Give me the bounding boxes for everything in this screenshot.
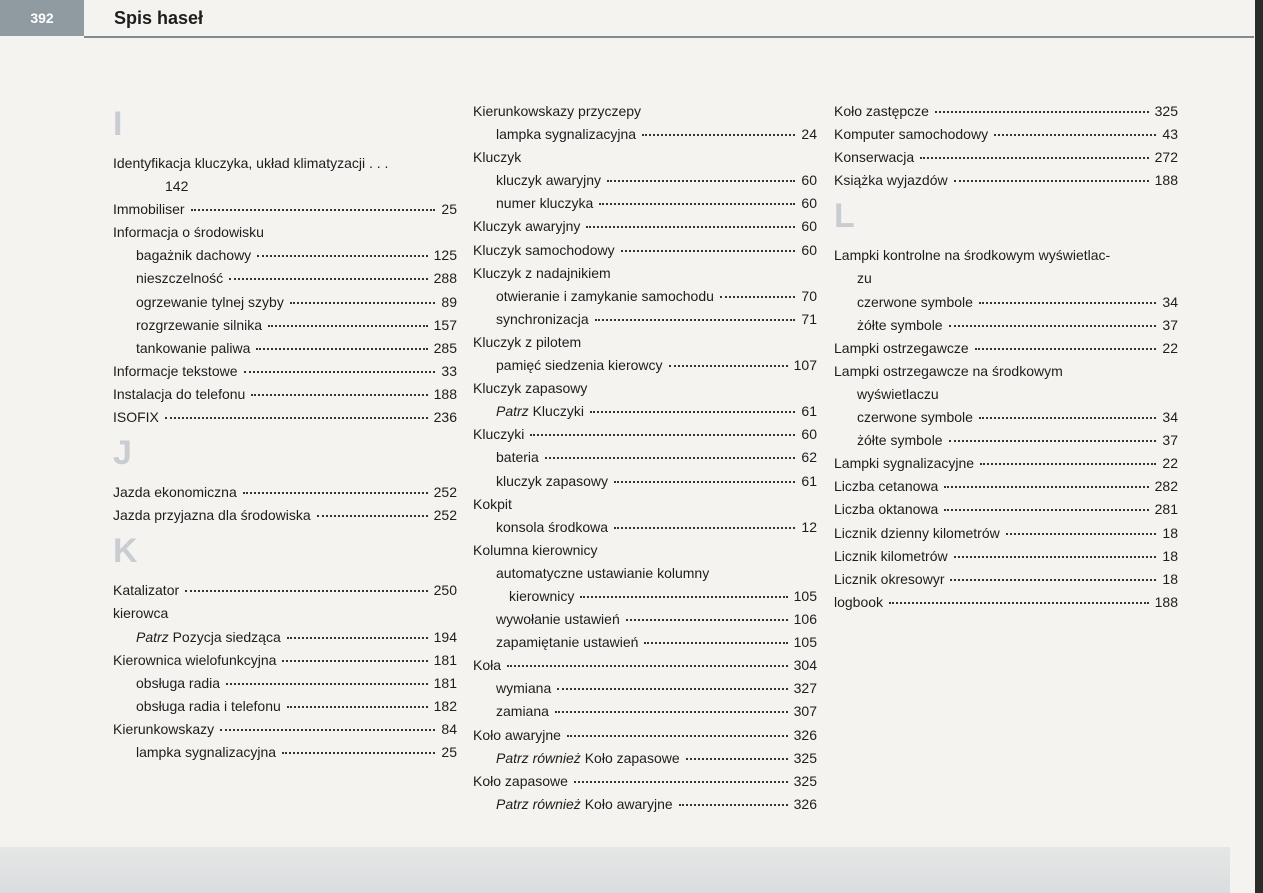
- page-ref: 107: [793, 357, 817, 374]
- page-ref: 37: [1162, 432, 1178, 449]
- page-ref: 25: [441, 201, 457, 218]
- dot-leader: [949, 325, 1157, 327]
- index-subentry: [473, 793, 817, 816]
- dot-leader: [979, 417, 1156, 419]
- index-entry: [113, 579, 457, 602]
- see-reference: Patrz również: [496, 749, 581, 766]
- page-ref: 285: [433, 339, 457, 356]
- dot-leader: [954, 556, 1157, 558]
- page-ref: 34: [1162, 409, 1178, 426]
- index-subentry: [834, 314, 1178, 337]
- index-subentry: [113, 267, 457, 290]
- entry-label: wymiana: [496, 680, 552, 697]
- index-entry: [113, 360, 457, 383]
- header-divider: [84, 36, 1254, 38]
- index-entry: [834, 337, 1178, 360]
- entry-label: Książka wyjazdów: [834, 172, 948, 189]
- page-ref: 188: [1154, 172, 1178, 189]
- index-subentry: [473, 677, 817, 700]
- dot-leader: [229, 278, 427, 280]
- entry-label: Instalacja do telefonu: [113, 385, 246, 402]
- entry-label: numer kluczyka: [496, 195, 594, 212]
- page-ref: 325: [793, 772, 817, 789]
- index-subentry: [473, 562, 817, 585]
- index-subentry: [473, 308, 817, 331]
- index-entry: [473, 331, 817, 354]
- index-subentry: [113, 695, 457, 718]
- index-subentry: [834, 383, 1178, 406]
- dot-leader: [949, 440, 1157, 442]
- index-subentry: [834, 406, 1178, 429]
- index-entry: [113, 649, 457, 672]
- index-entry: [113, 504, 457, 527]
- page-ref: 24: [801, 126, 817, 143]
- entry-label: Kluczyk: [473, 149, 522, 166]
- page-ref: 106: [793, 611, 817, 628]
- see-reference: Patrz: [136, 628, 169, 645]
- entry-label: konsola środkowa: [496, 518, 609, 535]
- page-ref: 157: [433, 316, 457, 333]
- entry-label: Komputer samochodowy: [834, 126, 989, 143]
- entry-label: Liczba cetanowa: [834, 478, 939, 495]
- index-entry: [834, 498, 1178, 521]
- entry-label: Lampki ostrzegawcze: [834, 339, 969, 356]
- index-entry: [473, 262, 817, 285]
- dot-leader: [1006, 533, 1157, 535]
- entry-label: otwieranie i zamykanie samochodu: [496, 287, 714, 304]
- dot-leader: [557, 688, 787, 690]
- index-entry: [473, 654, 817, 677]
- index-entry: [473, 239, 817, 262]
- dot-leader: [889, 602, 1149, 604]
- page-ref: 34: [1162, 293, 1178, 310]
- entry-label: zu: [857, 270, 872, 287]
- entry-label: Kluczyk samochodowy: [473, 241, 615, 258]
- index-entry: [473, 100, 817, 123]
- entry-label: Koła: [473, 657, 502, 674]
- index-entry: [473, 215, 817, 238]
- entry-label: ISOFIX: [113, 409, 159, 426]
- entry-label: tankowanie paliwa: [136, 339, 251, 356]
- entry-label: Koło awaryjne: [473, 726, 561, 743]
- page-ref: 12: [801, 518, 817, 535]
- dot-leader: [944, 509, 1148, 511]
- entry-label: Immobiliser: [113, 201, 185, 218]
- entry-label: [496, 747, 680, 770]
- page-ref: 18: [1162, 524, 1178, 541]
- index-subentry: [473, 354, 817, 377]
- dot-leader: [994, 134, 1156, 136]
- page-number: 392: [30, 10, 54, 26]
- index-subentry: [113, 337, 457, 360]
- entry-label: wyświetlaczu: [857, 385, 939, 402]
- entry-label: bagażnik dachowy: [136, 247, 252, 264]
- entry-label: obsługa radia: [136, 674, 221, 691]
- page-ref: 307: [793, 703, 817, 720]
- see-reference: Patrz również: [496, 795, 581, 812]
- entry-label: żółte symbole: [857, 432, 943, 449]
- index-subentry: [473, 700, 817, 723]
- entry-label: żółte symbole: [857, 316, 943, 333]
- entry-label: Kokpit: [473, 495, 512, 512]
- entry-label: Kluczyk awaryjny: [473, 218, 581, 235]
- index-subentry: [473, 516, 817, 539]
- entry-label: Kluczyk zapasowy: [473, 380, 588, 397]
- dot-leader: [251, 394, 427, 396]
- dot-leader: [607, 180, 795, 182]
- dot-leader: [614, 481, 795, 483]
- index-entry: [473, 539, 817, 562]
- dot-leader: [244, 371, 436, 373]
- page-ref: 304: [793, 657, 817, 674]
- dot-leader: [621, 250, 796, 252]
- dot-leader: [282, 660, 427, 662]
- dot-leader: [944, 486, 1148, 488]
- index-entry: [473, 770, 817, 793]
- dot-leader: [586, 226, 795, 228]
- entry-label: [496, 793, 673, 816]
- dot-leader: [191, 209, 436, 211]
- index-entry: [113, 152, 457, 198]
- index-entry: [113, 602, 457, 625]
- page-ref: 250: [433, 582, 457, 599]
- dot-leader: [950, 579, 1156, 581]
- entry-label: pamięć siedzenia kierowcy: [496, 357, 663, 374]
- entry-label: Kluczyki: [473, 426, 525, 443]
- page-ref: 22: [1162, 455, 1178, 472]
- entry-label: Liczba oktanowa: [834, 501, 939, 518]
- index-entry: [834, 475, 1178, 498]
- index-entry: [834, 146, 1178, 169]
- entry-label: automatyczne ustawianie kolumny: [496, 564, 710, 581]
- index-entry: [473, 423, 817, 446]
- page-ref: 194: [433, 628, 457, 645]
- dot-leader: [256, 348, 427, 350]
- entry-label: Lampki ostrzegawcze na środkowym: [834, 362, 1063, 379]
- page-ref: 18: [1162, 547, 1178, 564]
- index-entry: [113, 718, 457, 741]
- index-column-3: [834, 100, 1178, 614]
- dot-leader: [614, 527, 795, 529]
- index-entry: [113, 198, 457, 221]
- dot-leader: [220, 729, 435, 731]
- page-ref: 326: [793, 726, 817, 743]
- dot-leader: [530, 434, 795, 436]
- index-entry: [473, 377, 817, 400]
- index-entry: [113, 481, 457, 504]
- section-letter: L: [834, 197, 855, 236]
- section-letter: I: [113, 105, 123, 143]
- entry-label: bateria: [496, 449, 539, 466]
- page-ref: 236: [433, 409, 457, 426]
- dot-leader: [644, 642, 787, 644]
- entry-label: kierowca: [113, 605, 169, 622]
- page-ref: 62: [801, 449, 817, 466]
- entry-label: synchronizacja: [496, 310, 589, 327]
- dot-leader: [287, 637, 428, 639]
- page-title: Spis haseł: [114, 8, 204, 28]
- dot-leader: [185, 590, 427, 592]
- index-entry: [834, 244, 1178, 267]
- entry-label: [496, 400, 584, 423]
- index-entry: [834, 591, 1178, 614]
- entry-label: Licznik okresowyr: [834, 570, 945, 587]
- dot-leader: [975, 348, 1157, 350]
- page-ref: 60: [801, 426, 817, 443]
- index-subentry: [113, 244, 457, 267]
- page-ref: 60: [801, 241, 817, 258]
- dot-leader: [686, 758, 788, 760]
- entry-label: Identyfikacja kluczyka, układ klimatyzacji: [113, 155, 366, 171]
- page-ref: 252: [433, 507, 457, 524]
- index-subentry: [113, 672, 457, 695]
- entry-label: Informacje tekstowe: [113, 362, 238, 379]
- page-ref: 252: [433, 484, 457, 501]
- entry-label: Jazda przyjazna dla środowiska: [113, 507, 311, 524]
- dot-leader: [268, 325, 428, 327]
- index-subentry: [473, 400, 817, 423]
- dot-leader: [290, 302, 436, 304]
- entry-label: kluczyk awaryjny: [496, 172, 602, 189]
- page-ref: 272: [1154, 149, 1178, 166]
- entry-label-text: Koło zapasowe: [584, 749, 680, 766]
- page-ref: 325: [1154, 103, 1178, 119]
- dot-leader: [282, 752, 435, 754]
- page-ref: 89: [441, 293, 457, 310]
- index-subentry: [473, 631, 817, 654]
- dot-leader: [243, 492, 428, 494]
- dot-leader: [574, 781, 788, 783]
- see-reference: Patrz: [496, 403, 529, 420]
- entry-label: Informacja o środowisku: [113, 224, 264, 241]
- dot-leader: [507, 665, 788, 667]
- page-ref: 71: [801, 310, 817, 327]
- entry-label: lampka sygnalizacyjna: [496, 126, 637, 143]
- dot-leader: [720, 296, 796, 298]
- index-subentry: [473, 747, 817, 770]
- index-subentry: [834, 267, 1178, 290]
- dot-leader: [590, 411, 795, 413]
- entry-label: rozgrzewanie silnika: [136, 316, 263, 333]
- index-subentry: [473, 585, 817, 608]
- page-ref: 288: [433, 270, 457, 287]
- entry-label: Lampki sygnalizacyjne: [834, 455, 975, 472]
- index-subentry: [113, 314, 457, 337]
- page-edge: [1255, 0, 1263, 893]
- section-letter: J: [113, 434, 132, 473]
- page-ref: 61: [801, 472, 817, 489]
- page-ref: 43: [1162, 126, 1178, 143]
- page-ref: 61: [801, 403, 817, 420]
- dot-leader: [567, 735, 788, 737]
- dot-leader: [669, 365, 788, 367]
- index-subentry: [473, 169, 817, 192]
- index-entry: [834, 545, 1178, 568]
- dot-leader: . . .: [365, 155, 389, 171]
- dot-leader: [545, 457, 796, 459]
- dot-leader: [642, 134, 795, 136]
- entry-label: Katalizator: [113, 582, 180, 599]
- dot-leader: [954, 180, 1149, 182]
- dot-leader: [317, 515, 428, 517]
- page-ref: 181: [433, 651, 457, 668]
- page-ref: 105: [793, 587, 817, 604]
- entry-label: Licznik dzienny kilometrów: [834, 524, 1000, 541]
- bottom-band: [0, 847, 1230, 893]
- index-entry: [834, 522, 1178, 545]
- page-ref: 181: [433, 674, 457, 691]
- index-entry: [473, 493, 817, 516]
- entry-label: logbook: [834, 593, 884, 610]
- index-column-1: [113, 100, 457, 764]
- page-ref: 327: [793, 680, 817, 697]
- dot-leader: [935, 111, 1149, 113]
- entry-label: [136, 626, 281, 649]
- page-ref: 60: [801, 172, 817, 189]
- page-ref: 281: [1154, 501, 1178, 518]
- dot-leader: [287, 706, 428, 708]
- entry-label: lampka sygnalizacyjna: [136, 743, 277, 760]
- entry-label: Koło zapasowe: [473, 772, 568, 789]
- index-subentry: [473, 192, 817, 215]
- entry-label: zapamiętanie ustawień: [496, 634, 639, 651]
- index-subentry: [834, 429, 1178, 452]
- index-subentry: [834, 291, 1178, 314]
- index-subentry: [473, 608, 817, 631]
- page-ref: 60: [801, 195, 817, 212]
- entry-label: Kluczyk z pilotem: [473, 333, 582, 350]
- entry-label: czerwone symbole: [857, 409, 973, 426]
- index-entry: [834, 100, 1178, 123]
- entry-label: Jazda ekonomiczna: [113, 484, 237, 501]
- section-letter: K: [113, 532, 138, 571]
- index-column-2: [473, 100, 817, 816]
- page-ref: 84: [441, 720, 457, 737]
- entry-label: Lampki kontrolne na środkowym wyświetlac-: [834, 247, 1111, 264]
- page-ref: 125: [433, 247, 457, 264]
- index-entry: [834, 452, 1178, 475]
- entry-label: zamiana: [496, 703, 549, 720]
- dot-leader: [679, 804, 788, 806]
- page-ref: 105: [793, 634, 817, 651]
- index-entry: [473, 146, 817, 169]
- index-entry: [113, 383, 457, 406]
- page-ref: 33: [441, 362, 457, 379]
- entry-label: czerwone symbole: [857, 293, 973, 310]
- index-entry: [113, 406, 457, 429]
- entry-label-text: Koło awaryjne: [584, 795, 673, 812]
- dot-leader: [226, 683, 428, 685]
- page-ref: 142: [165, 178, 189, 195]
- dot-leader: [599, 203, 795, 205]
- index-subentry: [113, 741, 457, 764]
- page-ref: 282: [1154, 478, 1178, 495]
- index-subentry: [473, 123, 817, 146]
- entry-label: Koło zastępcze: [834, 103, 929, 119]
- index-entry: [473, 724, 817, 747]
- entry-label: kierownicy: [509, 587, 575, 604]
- entry-label: kluczyk zapasowy: [496, 472, 609, 489]
- page-ref: 326: [793, 795, 817, 812]
- dot-leader: [580, 596, 787, 598]
- page-ref: 25: [441, 743, 457, 760]
- entry-label: nieszczelność: [136, 270, 224, 287]
- page-ref: 18: [1162, 570, 1178, 587]
- dot-leader: [555, 711, 788, 713]
- page-ref: 60: [801, 218, 817, 235]
- page-ref: 70: [801, 287, 817, 304]
- page-ref: 37: [1162, 316, 1178, 333]
- entry-label-text: Kluczyki: [532, 403, 584, 420]
- page-number-tab: [0, 0, 84, 36]
- page-ref: 182: [433, 697, 457, 714]
- dot-leader: [165, 417, 428, 419]
- page-ref: 325: [793, 749, 817, 766]
- entry-label: wywołanie ustawień: [496, 611, 620, 628]
- index-subentry: [473, 285, 817, 308]
- entry-label: Licznik kilometrów: [834, 547, 948, 564]
- index-subentry: [113, 291, 457, 314]
- dot-leader: [980, 463, 1156, 465]
- dot-leader: [979, 302, 1156, 304]
- index-entry: [834, 360, 1178, 383]
- index-entry: [113, 221, 457, 244]
- entry-label-text: Pozycja siedząca: [172, 628, 281, 645]
- index-entry: [834, 123, 1178, 146]
- entry-label: Konserwacja: [834, 149, 915, 166]
- dot-leader: [920, 157, 1148, 159]
- entry-label: obsługa radia i telefonu: [136, 697, 281, 714]
- entry-label: Kierunkowskazy: [113, 720, 215, 737]
- index-entry: [834, 568, 1178, 591]
- page-ref: 22: [1162, 339, 1178, 356]
- dot-leader: [626, 619, 788, 621]
- dot-leader: [257, 255, 427, 257]
- entry-label: Kolumna kierownicy: [473, 541, 598, 558]
- index-subentry: [113, 626, 457, 649]
- entry-label: Kierownica wielofunkcyjna: [113, 651, 277, 668]
- page-ref: 188: [1154, 593, 1178, 610]
- index-subentry: [473, 470, 817, 493]
- index-subentry: [473, 446, 817, 469]
- entry-label: ogrzewanie tylnej szyby: [136, 293, 284, 310]
- index-entry: [834, 169, 1178, 192]
- dot-leader: [595, 319, 796, 321]
- page-ref: 188: [433, 385, 457, 402]
- entry-label: Kluczyk z nadajnikiem: [473, 264, 611, 281]
- entry-label: Kierunkowskazy przyczepy: [473, 103, 642, 119]
